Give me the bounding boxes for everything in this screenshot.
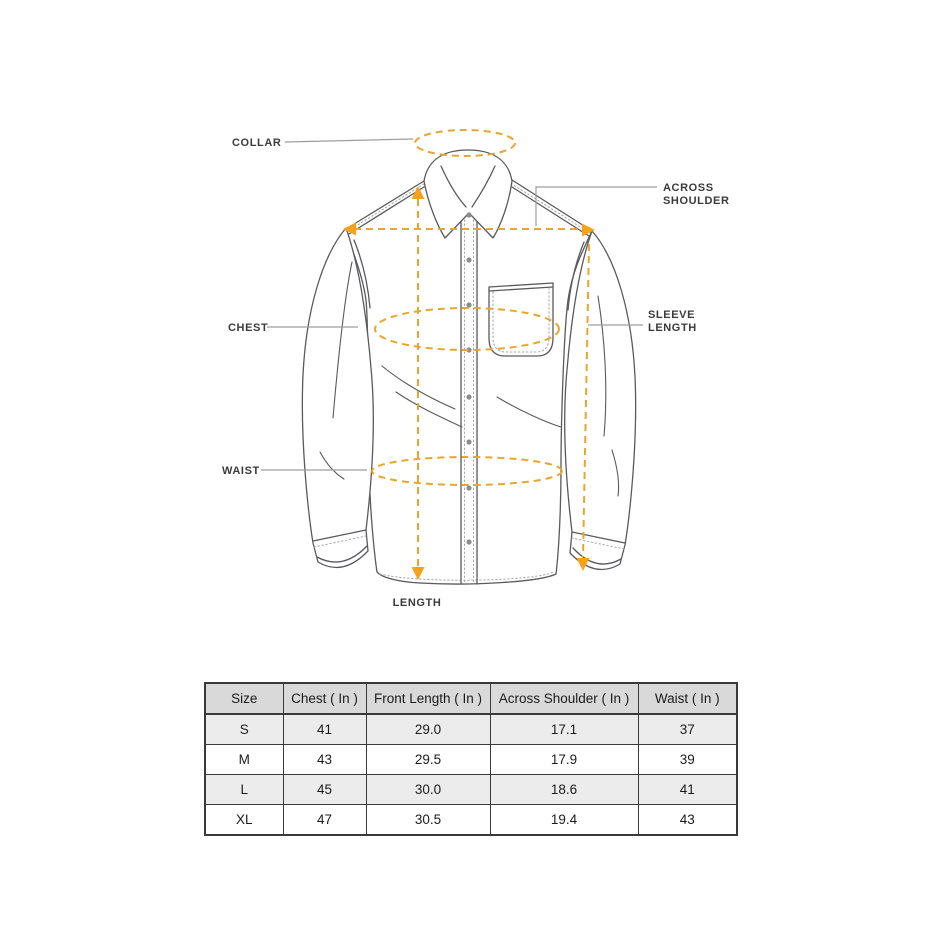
header-chest: Chest ( In ) xyxy=(283,683,366,714)
size-table-container xyxy=(204,682,736,836)
cell-chest: 41 xyxy=(283,714,366,745)
cell-across-shoulder: 18.6 xyxy=(490,775,638,805)
shirt-body xyxy=(346,180,592,584)
cell-size: XL xyxy=(205,805,283,836)
across-shoulder-label-line2: SHOULDER xyxy=(663,195,730,207)
cell-waist: 43 xyxy=(638,805,737,836)
cell-size: M xyxy=(205,745,283,775)
pocket xyxy=(489,283,553,356)
chest-label: CHEST xyxy=(228,322,269,334)
header-size: Size xyxy=(205,683,283,714)
cell-waist: 39 xyxy=(638,745,737,775)
collar-label: COLLAR xyxy=(232,137,282,149)
cell-chest: 47 xyxy=(283,805,366,836)
header-front-length: Front Length ( In ) xyxy=(366,683,490,714)
cell-front-length: 29.0 xyxy=(366,714,490,745)
length-label: LENGTH xyxy=(392,597,442,609)
header-across-shoulder: Across Shoulder ( In ) xyxy=(490,683,638,714)
sleeve-length-label-line2: LENGTH xyxy=(648,322,697,334)
header-waist: Waist ( In ) xyxy=(638,683,737,714)
cell-across-shoulder: 17.1 xyxy=(490,714,638,745)
size-table-header-row xyxy=(205,683,737,714)
cell-front-length: 30.0 xyxy=(366,775,490,805)
sleeve-length-label-line1: SLEEVE xyxy=(648,309,696,321)
cell-front-length: 30.5 xyxy=(366,805,490,836)
cell-across-shoulder: 17.9 xyxy=(490,745,638,775)
cell-across-shoulder: 19.4 xyxy=(490,805,638,836)
table-row-s xyxy=(205,714,737,745)
table-row-xl xyxy=(205,805,737,836)
right-sleeve xyxy=(565,231,636,569)
table-row-l xyxy=(205,775,737,805)
table-row-m xyxy=(205,745,737,775)
waist-label: WAIST xyxy=(222,465,260,477)
cell-waist: 37 xyxy=(638,714,737,745)
cell-front-length: 29.5 xyxy=(366,745,490,775)
size-table xyxy=(204,682,738,836)
cell-chest: 43 xyxy=(283,745,366,775)
cell-size: L xyxy=(205,775,283,805)
cell-chest: 45 xyxy=(283,775,366,805)
collar-leader xyxy=(285,139,413,142)
cell-size: S xyxy=(205,714,283,745)
across-shoulder-label-line1: ACROSS xyxy=(663,182,714,194)
cell-waist: 41 xyxy=(638,775,737,805)
